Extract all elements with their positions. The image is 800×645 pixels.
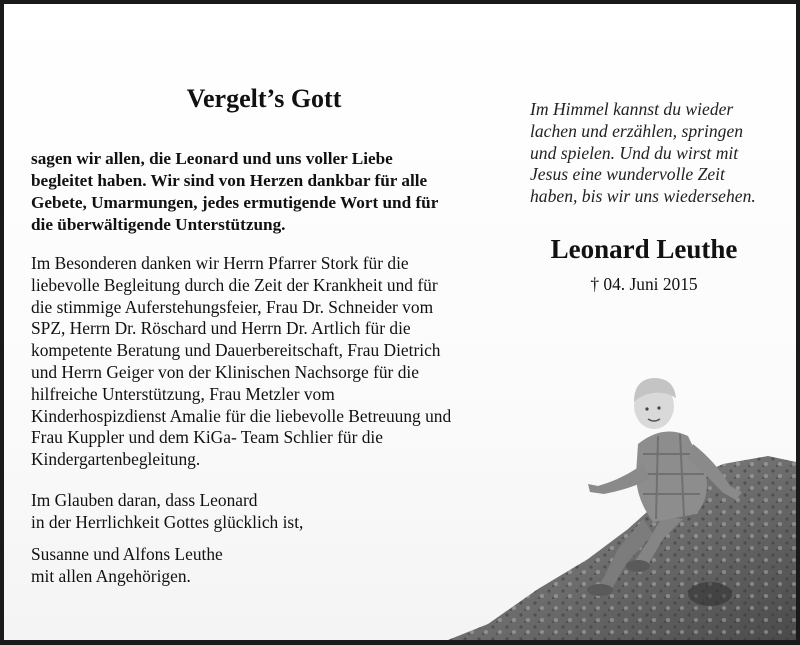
signature-line: Susanne und Alfons Leuthe xyxy=(31,544,223,564)
body-line: und Herrn Geiger von der Klinischen Nachsorge für die xyxy=(31,361,419,382)
poem-line: lachen und erzählen, springen xyxy=(530,120,744,141)
signature-line: mit allen Angehörigen. xyxy=(31,565,191,586)
body-line: SPZ, Herrn Dr. Röschard und Herrn Dr. Artlich für die xyxy=(31,318,411,339)
body-line: hilfreiche Unterstützung, Frau Metzler vom xyxy=(31,383,335,404)
lead-line: Gebete, Umarmungen, jedes ermutigende Wort und für xyxy=(31,193,439,212)
obituary-card xyxy=(4,4,796,640)
lead-paragraph xyxy=(31,148,501,236)
death-date: † 04. Juni 2015 xyxy=(590,274,698,294)
closing-paragraph xyxy=(31,490,431,533)
body-line: Frau Kuppler und dem KiGa- Team Schlier für die xyxy=(31,427,383,448)
poem-line: Im Himmel kannst du wieder xyxy=(530,99,734,119)
body-line: liebevolle Begleitung durch die Zeit der Krankheit und für xyxy=(31,274,438,295)
poem-line: und spielen. Und du wirst mit xyxy=(530,142,739,163)
child-on-hill-photo xyxy=(448,324,796,640)
body-line: Kindergartenbegleitung. xyxy=(31,449,201,470)
poem-line: haben, bis wir uns wiedersehen. xyxy=(530,186,756,207)
closing-line: in der Herrlichkeit Gottes glücklich ist, xyxy=(31,511,304,532)
notice-title: Vergelt’s Gott xyxy=(186,84,342,113)
deceased-name: Leonard Leuthe xyxy=(550,234,738,264)
memorial-poem xyxy=(530,99,790,208)
lead-line: begleitet haben. Wir sind von Herzen dankbar für alle xyxy=(31,171,428,190)
lead-line: die überwältigende Unterstützung. xyxy=(31,215,286,234)
body-line: kompetente Beratung und Dauerbereitschaft, Frau Dietrich xyxy=(31,340,441,361)
body-line: die stimmige Auferstehungsfeier, Frau Dr. Schneider vom xyxy=(31,296,434,317)
body-line: Im Besonderen danken wir Herrn Pfarrer Stork für die xyxy=(31,253,409,273)
lead-line: sagen wir allen, die Leonard und uns voller Liebe xyxy=(31,149,393,168)
thanks-paragraph xyxy=(31,253,501,471)
poem-line: Jesus eine wundervolle Zeit xyxy=(530,164,725,185)
closing-line: Im Glauben daran, dass Leonard xyxy=(31,490,258,510)
signature xyxy=(31,544,431,587)
body-line: Kinderhospizdienst Amalie für die liebevolle Betreuung und xyxy=(31,405,452,426)
